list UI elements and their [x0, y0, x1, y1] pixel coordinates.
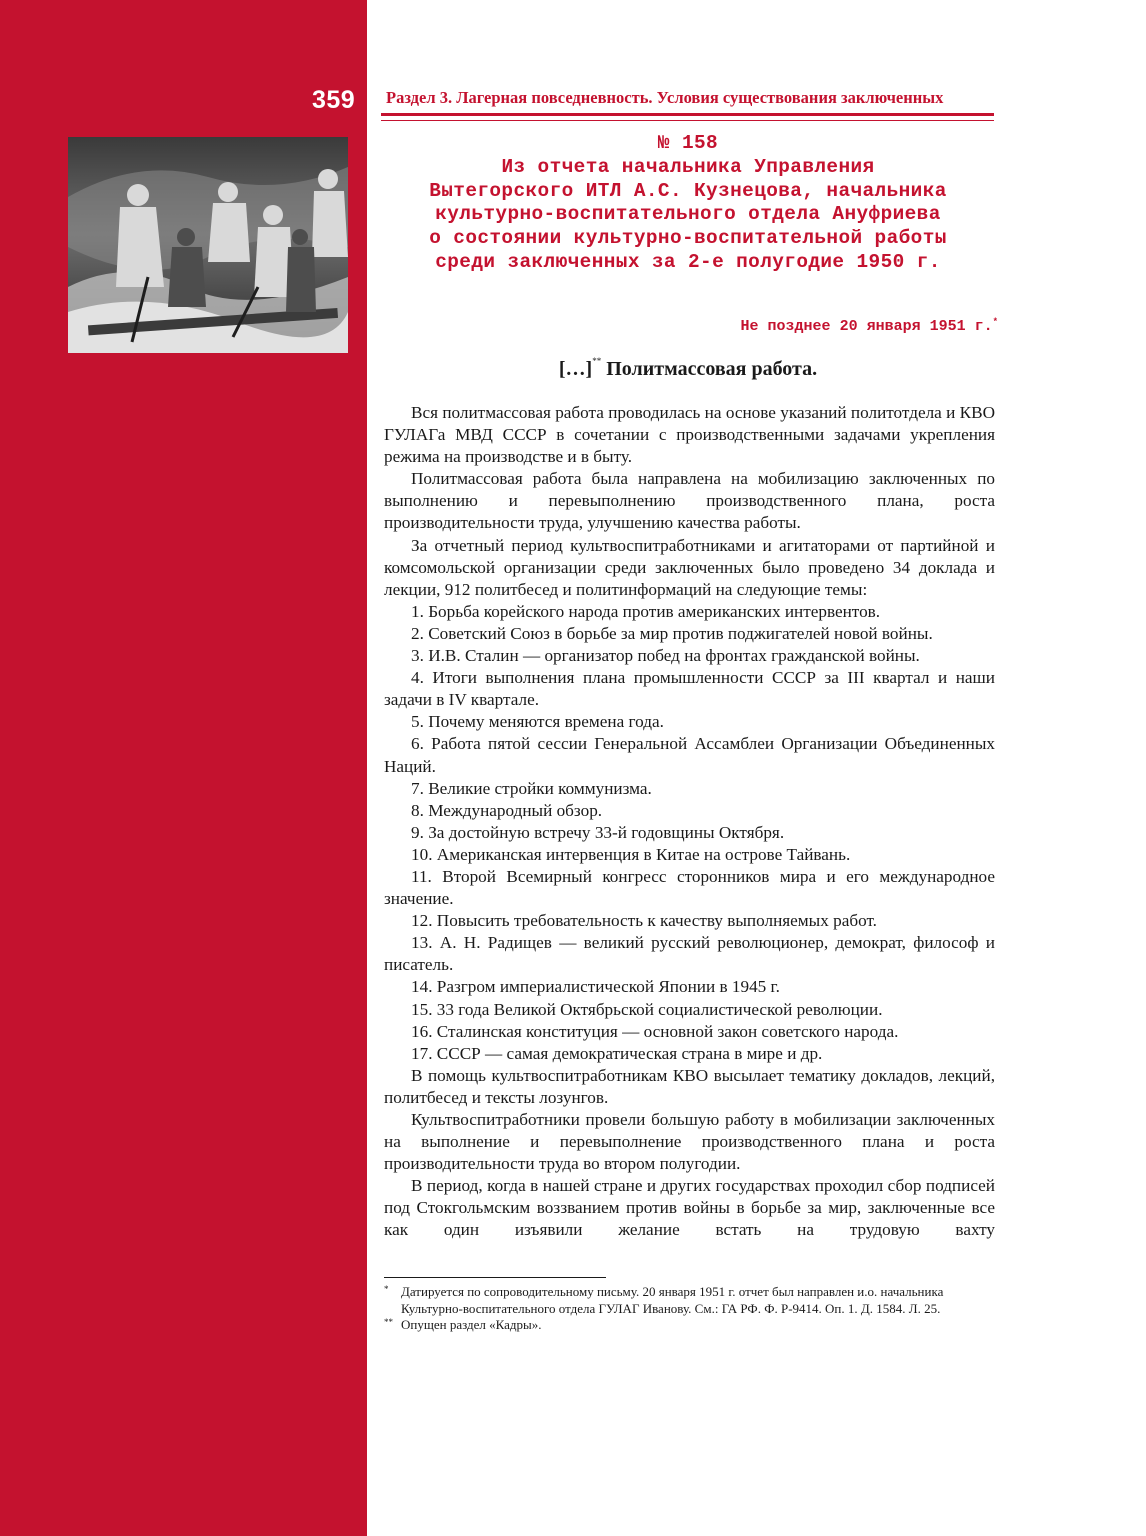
- document-title-line: о состоянии культурно-воспитательной работы: [429, 227, 947, 250]
- omission-mark: […]: [558, 358, 593, 380]
- document-title-line: Из отчета начальника Управления: [501, 155, 875, 178]
- paragraph: Вся политмассовая работа проводилась на основе указаний политотдела и КВО ГУЛАГа МВД СССР в сочетании с производственными задачами укрепления режима на производстве и в быту.: [384, 403, 995, 467]
- section-subheading: [380, 358, 996, 381]
- document-title-line: Вытегорского ИТЛ А.С. Кузнецова, начальника: [429, 179, 947, 202]
- topic-item: 11. Второй Всемирный конгресс сторонников мира и его международное значение.: [384, 866, 995, 909]
- paragraph: В период, когда в нашей стране и других государствах проходил сбор подписей под Стокгольмским воззванием против войны в борьбе за мир, заключенные все как один изъявили желание встать на трудовую вахту: [384, 1176, 995, 1240]
- paragraph: Культвоспитработники провели большую работу в мобилизации заключенных на выполнение и перевыполнение производственного плана и роста производительности труда во втором полугодии.: [384, 1110, 995, 1174]
- topic-item: 3. И.В. Сталин — организатор побед на фронтах гражданской войны.: [411, 646, 920, 666]
- footnote-ref: **: [592, 356, 602, 366]
- archival-photo-icon: [68, 137, 348, 353]
- topic-item: 6. Работа пятой сессии Генеральной Ассамблеи Организации Объединенных Наций.: [384, 734, 995, 776]
- footnote: [384, 1317, 995, 1334]
- subheading-text: Политмассовая работа.: [606, 358, 818, 380]
- document-date-text: Не позднее 20 января 1951 г.: [740, 318, 993, 335]
- topic-item: 13. А. Н. Радищев — великий русский революционер, демократ, философ и писатель.: [384, 933, 995, 975]
- topic-item: 16. Сталинская конституция — основной закон советского народа.: [411, 1021, 899, 1041]
- topic-item: 17. СССР — самая демократическая страна в мире и др.: [411, 1043, 823, 1063]
- topic-item: 1. Борьба корейского народа против американских интервентов.: [411, 601, 881, 621]
- topic-item: 10. Американская интервенция в Китае на острове Тайвань.: [411, 844, 851, 864]
- topic-item: 2. Советский Союз в борьбе за мир против поджигателей новой войны.: [411, 623, 933, 643]
- header-rule-thick: [381, 113, 994, 116]
- footnote-text: Датируется по сопроводительному письму. 20 января 1951 г. отчет был направлен и.о. начальника Культурно-воспитательного отдела ГУЛАГ Иванову. См.: ГА РФ. Ф. Р-9414. Оп. 1. Д. 1584. Л. 25.: [401, 1284, 944, 1316]
- footnote: [384, 1284, 995, 1317]
- topic-item: 8. Международный обзор.: [411, 800, 603, 820]
- document-date: [741, 317, 998, 335]
- section-header: Раздел 3. Лагерная повседневность. Условия существования заключенных: [386, 88, 944, 107]
- document-title-line: среди заключенных за 2-е полугодие 1950 г.: [435, 250, 941, 273]
- paragraph: За отчетный период культвоспитработниками и агитаторами от партийной и комсомольской организации среди заключенных было проведено 34 доклада и лекции, 912 политбесед и политинформаций на следующие темы:: [384, 535, 995, 599]
- footnote-ref: *: [992, 317, 998, 327]
- footnote-mark: **: [384, 1317, 393, 1327]
- topic-list: [384, 601, 995, 1065]
- topic-item: 4. Итоги выполнения плана промышленности СССР за III квартал и наши задачи в IV квартале.: [384, 668, 995, 710]
- topic-item: 14. Разгром империалистической Японии в 1945 г.: [411, 977, 780, 997]
- body-text: [384, 402, 995, 1242]
- document-title-line: культурно-воспитательного отдела Ануфриева: [435, 203, 941, 226]
- topic-item: 12. Повысить требовательность к качеству выполняемых работ.: [411, 911, 877, 931]
- document-number: № 158: [657, 132, 719, 154]
- footnote-rule: [384, 1277, 606, 1278]
- footnotes: [384, 1284, 995, 1334]
- archival-photo: [68, 137, 348, 353]
- page-number: 359: [312, 86, 356, 114]
- paragraph: Политмассовая работа была направлена на мобилизацию заключенных по выполнению и перевыполнению производственного плана, роста производительности труда, улучшению качества работы.: [384, 469, 995, 533]
- footnote-text: Опущен раздел «Кадры».: [401, 1317, 542, 1332]
- document-title: [380, 132, 996, 275]
- topic-item: 7. Великие стройки коммунизма.: [411, 778, 652, 798]
- header-rule-thin: [381, 120, 994, 121]
- footnote-mark: *: [384, 1284, 389, 1294]
- topic-item: 5. Почему меняются времена года.: [411, 712, 664, 732]
- paragraph: В помощь культвоспитработникам КВО высылает тематику докладов, лекций, политбесед и тексты лозунгов.: [384, 1065, 995, 1107]
- topic-item: 9. За достойную встречу 33-й годовщины Октября.: [411, 822, 785, 842]
- topic-item: 15. 33 года Великой Октябрьской социалистической революции.: [411, 999, 883, 1019]
